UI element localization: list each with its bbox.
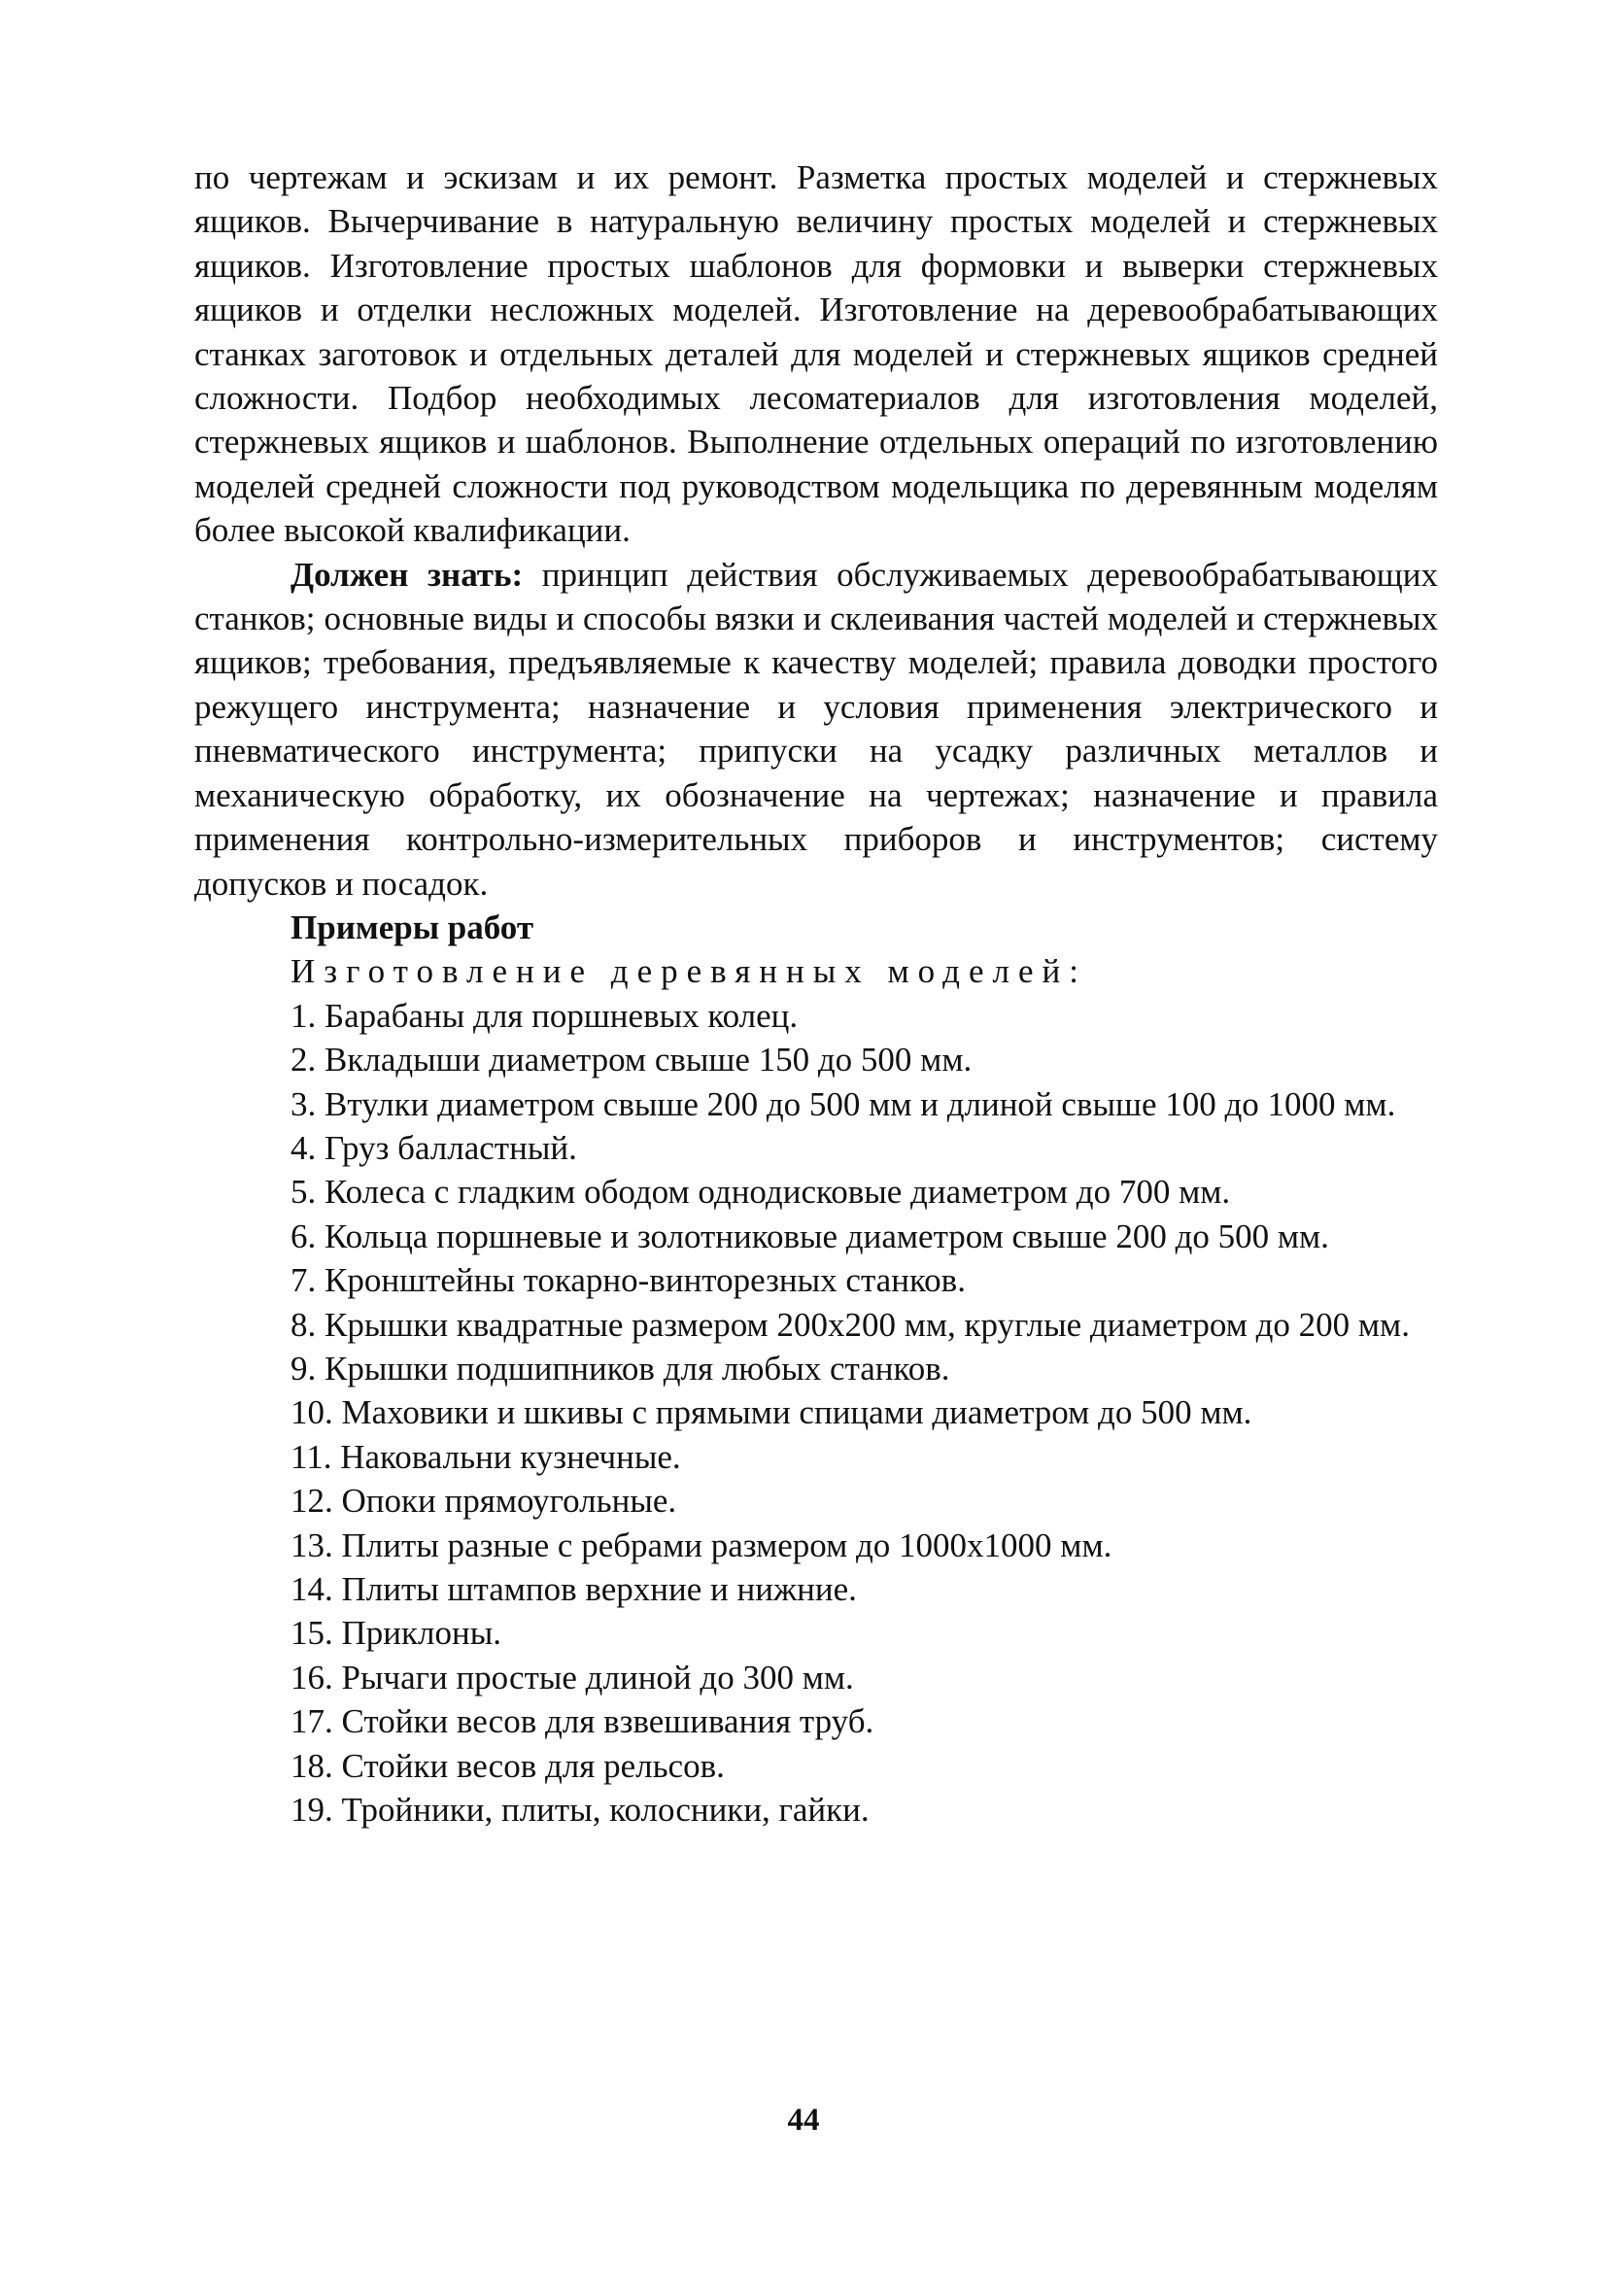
examples-heading: Примеры работ <box>291 908 534 946</box>
examples-list <box>194 994 1438 1833</box>
list-item: 17. Стойки весов для взвешивания труб. <box>291 1702 874 1741</box>
list-item: 9. Крышки подшипников для любых станков. <box>291 1349 950 1388</box>
list-item: 5. Колеса с гладким ободом однодисковые диаметром до 700 мм. <box>291 1173 1231 1212</box>
list-item: 2. Вкладыши диаметром свыше 150 до 500 мм. <box>291 1041 973 1079</box>
list-item: 7. Кронштейны токарно-винторезных станков. <box>291 1261 966 1300</box>
list-item: 8. Крышки квадратные размером 200х200 мм, круглые диаметром до 200 мм. <box>291 1305 1410 1344</box>
list-item: 19. Тройники, плиты, колосники, гайки. <box>291 1791 870 1830</box>
page-number: 44 <box>787 2103 820 2138</box>
intro-paragraph: по чертежам и эскизам и их ремонт. Разметка простых моделей и стержневых ящиков. Вычерчивание в натуральную величину простых моделей и стержневых ящиков. Изготовление простых шаблонов для формовки и выверки стержневых ящиков и отделки несложных моделей. Изготовление на деревообрабатывающих станках заготовок и отдельных деталей для моделей и стержневых ящиков средней сложности. Подбор необходимых лесоматериалов для изготовления моделей, стержневых ящиков и шаблонов. Выполнение отдельных операций по изготовлению моделей средней сложности под руководством модельщика по деревянным моделям более высокой квалификации. <box>194 158 1438 550</box>
list-item: 16. Рычаги простые длиной до 300 мм. <box>291 1658 854 1696</box>
list-item: 4. Груз балластный. <box>291 1128 577 1167</box>
list-item: 10. Маховики и шкивы с прямыми спицами диаметром до 500 мм. <box>291 1393 1252 1432</box>
examples-subheading: Изготовление деревянных моделей: <box>291 952 1087 991</box>
list-item: 6. Кольца поршневые и золотниковые диаметром свыше 200 до 500 мм. <box>291 1217 1329 1255</box>
must-know-label: Должен знать: <box>291 555 524 594</box>
list-item: 15. Приклоны. <box>291 1614 501 1653</box>
list-item: 12. Опоки прямоугольные. <box>291 1482 677 1521</box>
page-content <box>194 155 1438 1832</box>
must-know-text: принцип действия обслуживаемых деревообрабатывающих станков; основные виды и способы вязки и склеивания частей моделей и стержневых ящиков; требования, предъявляемые к качеству моделей; правила доводки простого режущего инструмента; назначение и условия применения электрического и пневматического инструмента; припуски на усадку различных металлов и механическую обработку, их обозначение на чертежах; назначение и правила применения контрольно-измерительных приборов и инструментов; систему допусков и посадок. <box>194 555 1438 903</box>
list-item: 14. Плиты штампов верхние и нижние. <box>291 1570 857 1608</box>
list-item: 1. Барабаны для поршневых колец. <box>291 996 799 1035</box>
list-item: 3. Втулки диаметром свыше 200 до 500 мм и длиной свыше 100 до 1000 мм. <box>291 1084 1396 1123</box>
list-item: 11. Наковальни кузнечные. <box>291 1437 681 1476</box>
list-item: 18. Стойки весов для рельсов. <box>291 1746 725 1785</box>
must-know-paragraph <box>194 553 1438 906</box>
list-item: 13. Плиты разные с ребрами размером до 1000х1000 мм. <box>291 1525 1112 1564</box>
